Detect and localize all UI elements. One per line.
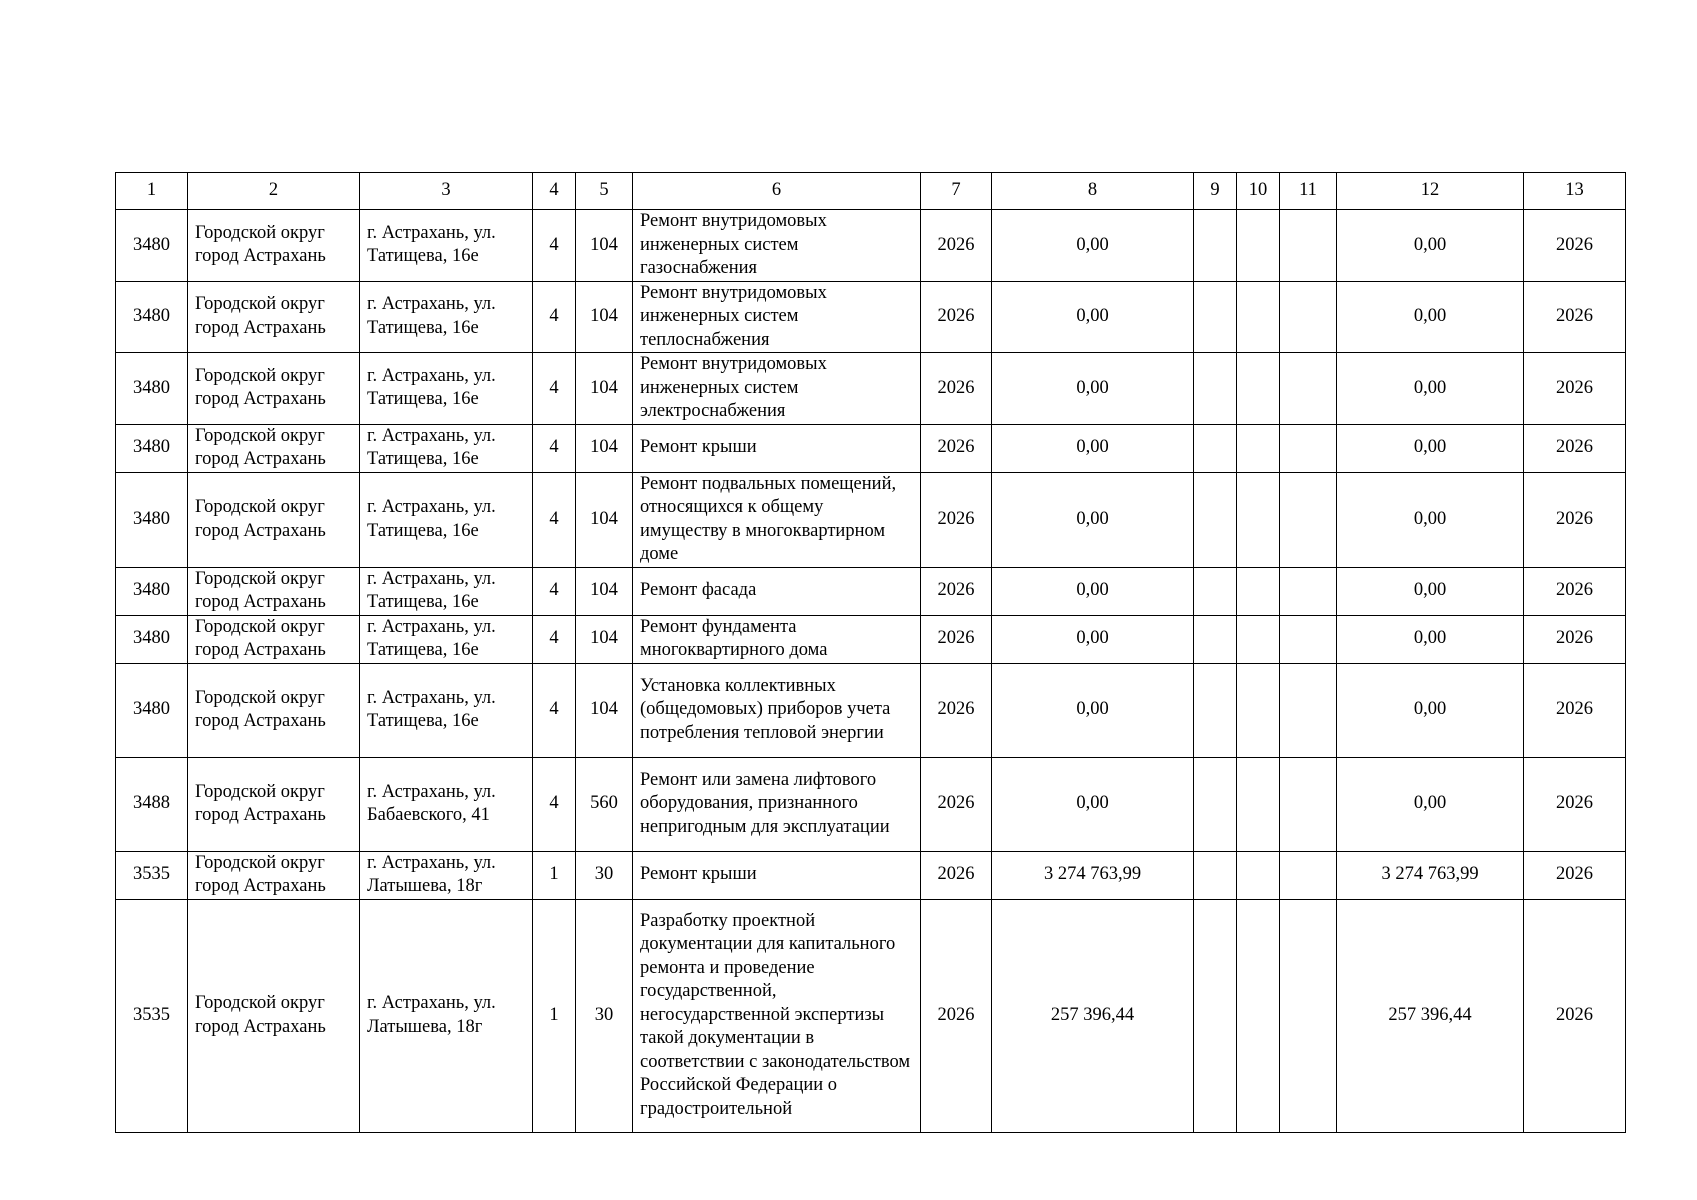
cell-col-4: 4 (533, 757, 576, 851)
cell-year-end: 2026 (1524, 353, 1626, 425)
cell-work-type: Разработку проектной документации для капитального ремонта и проведение государственной, негосударственной экспертизы такой документации в соответствии с законодательством Российской Федерации о градостроительной (633, 899, 921, 1132)
cell-year-end: 2026 (1524, 615, 1626, 663)
cell-col-9 (1194, 851, 1237, 899)
column-header-1: 1 (116, 173, 188, 210)
column-header-4: 4 (533, 173, 576, 210)
cell-record-number: 3480 (116, 281, 188, 353)
cell-municipality: Городской округ город Астрахань (188, 567, 360, 615)
cell-col-11 (1280, 353, 1337, 425)
column-header-2: 2 (188, 173, 360, 210)
cell-cost-amount: 0,00 (1337, 210, 1524, 282)
cell-col-11 (1280, 615, 1337, 663)
cell-total-cost: 257 396,44 (992, 899, 1194, 1132)
cell-record-number: 3480 (116, 615, 188, 663)
cell-col-10 (1237, 210, 1280, 282)
cell-total-cost: 0,00 (992, 353, 1194, 425)
cell-col-9 (1194, 899, 1237, 1132)
cell-year-end: 2026 (1524, 281, 1626, 353)
cell-cost-amount: 0,00 (1337, 281, 1524, 353)
cell-record-number: 3480 (116, 567, 188, 615)
cell-col-5: 104 (576, 353, 633, 425)
cell-address: г. Астрахань, ул. Бабаевского, 41 (360, 757, 533, 851)
cell-address: г. Астрахань, ул. Татищева, 16е (360, 353, 533, 425)
cell-municipality: Городской округ город Астрахань (188, 851, 360, 899)
cell-municipality: Городской округ город Астрахань (188, 210, 360, 282)
table-row (116, 281, 1626, 353)
cell-col-4: 4 (533, 353, 576, 425)
cell-col-9 (1194, 567, 1237, 615)
column-header-13: 13 (1524, 173, 1626, 210)
cell-municipality: Городской округ город Астрахань (188, 615, 360, 663)
table-row (116, 567, 1626, 615)
cell-year: 2026 (921, 663, 992, 757)
cell-cost-amount: 0,00 (1337, 663, 1524, 757)
cell-col-11 (1280, 567, 1337, 615)
table-row (116, 472, 1626, 567)
cell-work-type: Ремонт крыши (633, 851, 921, 899)
cell-col-11 (1280, 899, 1337, 1132)
cell-col-9 (1194, 210, 1237, 282)
cell-col-11 (1280, 663, 1337, 757)
table-row (116, 851, 1626, 899)
cell-record-number: 3488 (116, 757, 188, 851)
cell-year-end: 2026 (1524, 472, 1626, 567)
cell-record-number: 3480 (116, 663, 188, 757)
cell-col-5: 104 (576, 424, 633, 472)
cell-municipality: Городской округ город Астрахань (188, 353, 360, 425)
cell-col-5: 104 (576, 663, 633, 757)
cell-col-5: 104 (576, 472, 633, 567)
cell-municipality: Городской округ город Астрахань (188, 663, 360, 757)
cell-address: г. Астрахань, ул. Латышева, 18г (360, 899, 533, 1132)
cell-year-end: 2026 (1524, 424, 1626, 472)
cell-cost-amount: 0,00 (1337, 353, 1524, 425)
cell-year-end: 2026 (1524, 567, 1626, 615)
cell-total-cost: 0,00 (992, 424, 1194, 472)
cell-work-type: Ремонт крыши (633, 424, 921, 472)
cell-col-4: 4 (533, 567, 576, 615)
cell-cost-amount: 257 396,44 (1337, 899, 1524, 1132)
cell-col-10 (1237, 851, 1280, 899)
column-header-9: 9 (1194, 173, 1237, 210)
column-header-7: 7 (921, 173, 992, 210)
cell-col-11 (1280, 757, 1337, 851)
cell-col-10 (1237, 472, 1280, 567)
cell-year: 2026 (921, 472, 992, 567)
cell-col-4: 4 (533, 615, 576, 663)
cell-address: г. Астрахань, ул. Татищева, 16е (360, 281, 533, 353)
cell-cost-amount: 3 274 763,99 (1337, 851, 1524, 899)
cell-year: 2026 (921, 210, 992, 282)
cell-cost-amount: 0,00 (1337, 472, 1524, 567)
cell-col-5: 30 (576, 851, 633, 899)
cell-year: 2026 (921, 757, 992, 851)
cell-col-5: 104 (576, 567, 633, 615)
cell-record-number: 3535 (116, 851, 188, 899)
cell-record-number: 3480 (116, 472, 188, 567)
cell-total-cost: 0,00 (992, 281, 1194, 353)
cell-col-9 (1194, 472, 1237, 567)
cell-col-5: 30 (576, 899, 633, 1132)
cell-col-5: 560 (576, 757, 633, 851)
cell-col-10 (1237, 281, 1280, 353)
column-header-12: 12 (1337, 173, 1524, 210)
cell-work-type: Установка коллективных (общедомовых) приборов учета потребления тепловой энергии (633, 663, 921, 757)
cell-col-9 (1194, 281, 1237, 353)
cell-work-type: Ремонт внутридомовых инженерных систем теплоснабжения (633, 281, 921, 353)
cell-year-end: 2026 (1524, 899, 1626, 1132)
column-header-11: 11 (1280, 173, 1337, 210)
cell-col-5: 104 (576, 281, 633, 353)
cell-address: г. Астрахань, ул. Татищева, 16е (360, 567, 533, 615)
cell-col-9 (1194, 663, 1237, 757)
table-row (116, 353, 1626, 425)
column-header-8: 8 (992, 173, 1194, 210)
cell-col-9 (1194, 615, 1237, 663)
column-header-6: 6 (633, 173, 921, 210)
cell-municipality: Городской округ город Астрахань (188, 472, 360, 567)
column-header-5: 5 (576, 173, 633, 210)
cell-col-11 (1280, 210, 1337, 282)
cell-total-cost: 3 274 763,99 (992, 851, 1194, 899)
cell-year: 2026 (921, 851, 992, 899)
cell-total-cost: 0,00 (992, 663, 1194, 757)
cell-cost-amount: 0,00 (1337, 567, 1524, 615)
column-header-10: 10 (1237, 173, 1280, 210)
cell-address: г. Астрахань, ул. Татищева, 16е (360, 424, 533, 472)
cell-col-9 (1194, 757, 1237, 851)
table-row (116, 899, 1626, 1132)
cell-work-type: Ремонт или замена лифтового оборудования, признанного непригодным для эксплуатации (633, 757, 921, 851)
cell-municipality: Городской округ город Астрахань (188, 424, 360, 472)
cell-cost-amount: 0,00 (1337, 424, 1524, 472)
cell-col-9 (1194, 353, 1237, 425)
cell-record-number: 3480 (116, 353, 188, 425)
cell-year-end: 2026 (1524, 757, 1626, 851)
cell-year: 2026 (921, 567, 992, 615)
cell-total-cost: 0,00 (992, 210, 1194, 282)
cell-cost-amount: 0,00 (1337, 615, 1524, 663)
cell-col-4: 1 (533, 899, 576, 1132)
cell-col-5: 104 (576, 615, 633, 663)
cell-address: г. Астрахань, ул. Татищева, 16е (360, 210, 533, 282)
cell-municipality: Городской округ город Астрахань (188, 899, 360, 1132)
cell-col-10 (1237, 615, 1280, 663)
table-row (116, 757, 1626, 851)
cell-record-number: 3535 (116, 899, 188, 1132)
cell-col-10 (1237, 899, 1280, 1132)
cell-year: 2026 (921, 424, 992, 472)
cell-col-10 (1237, 424, 1280, 472)
cell-work-type: Ремонт внутридомовых инженерных систем газоснабжения (633, 210, 921, 282)
cell-col-4: 4 (533, 663, 576, 757)
cell-col-10 (1237, 353, 1280, 425)
cell-year: 2026 (921, 899, 992, 1132)
cell-municipality: Городской округ город Астрахань (188, 757, 360, 851)
table-row (116, 210, 1626, 282)
cell-record-number: 3480 (116, 424, 188, 472)
cell-col-10 (1237, 757, 1280, 851)
cell-total-cost: 0,00 (992, 615, 1194, 663)
cell-total-cost: 0,00 (992, 567, 1194, 615)
cell-col-11 (1280, 851, 1337, 899)
table-row (116, 424, 1626, 472)
cell-work-type: Ремонт внутридомовых инженерных систем электроснабжения (633, 353, 921, 425)
table-row (116, 663, 1626, 757)
cell-record-number: 3480 (116, 210, 188, 282)
cell-address: г. Астрахань, ул. Татищева, 16е (360, 472, 533, 567)
cell-col-11 (1280, 424, 1337, 472)
cell-address: г. Астрахань, ул. Татищева, 16е (360, 663, 533, 757)
cell-total-cost: 0,00 (992, 757, 1194, 851)
cell-municipality: Городской округ город Астрахань (188, 281, 360, 353)
cell-year: 2026 (921, 281, 992, 353)
cell-col-5: 104 (576, 210, 633, 282)
cell-year-end: 2026 (1524, 851, 1626, 899)
cell-work-type: Ремонт подвальных помещений, относящихся к общему имуществу в многоквартирном доме (633, 472, 921, 567)
cell-col-4: 4 (533, 472, 576, 567)
column-header-3: 3 (360, 173, 533, 210)
cell-col-10 (1237, 567, 1280, 615)
cell-work-type: Ремонт фундамента многоквартирного дома (633, 615, 921, 663)
works-table (115, 172, 1626, 1133)
cell-col-9 (1194, 424, 1237, 472)
cell-year: 2026 (921, 353, 992, 425)
cell-total-cost: 0,00 (992, 472, 1194, 567)
cell-col-4: 4 (533, 281, 576, 353)
cell-work-type: Ремонт фасада (633, 567, 921, 615)
header-row (116, 173, 1626, 210)
cell-col-10 (1237, 663, 1280, 757)
table-row (116, 615, 1626, 663)
cell-col-4: 1 (533, 851, 576, 899)
cell-col-11 (1280, 281, 1337, 353)
cell-cost-amount: 0,00 (1337, 757, 1524, 851)
cell-col-4: 4 (533, 210, 576, 282)
cell-address: г. Астрахань, ул. Латышева, 18г (360, 851, 533, 899)
cell-col-11 (1280, 472, 1337, 567)
cell-address: г. Астрахань, ул. Татищева, 16е (360, 615, 533, 663)
cell-col-4: 4 (533, 424, 576, 472)
cell-year: 2026 (921, 615, 992, 663)
cell-year-end: 2026 (1524, 663, 1626, 757)
cell-year-end: 2026 (1524, 210, 1626, 282)
table-body (116, 173, 1626, 1133)
